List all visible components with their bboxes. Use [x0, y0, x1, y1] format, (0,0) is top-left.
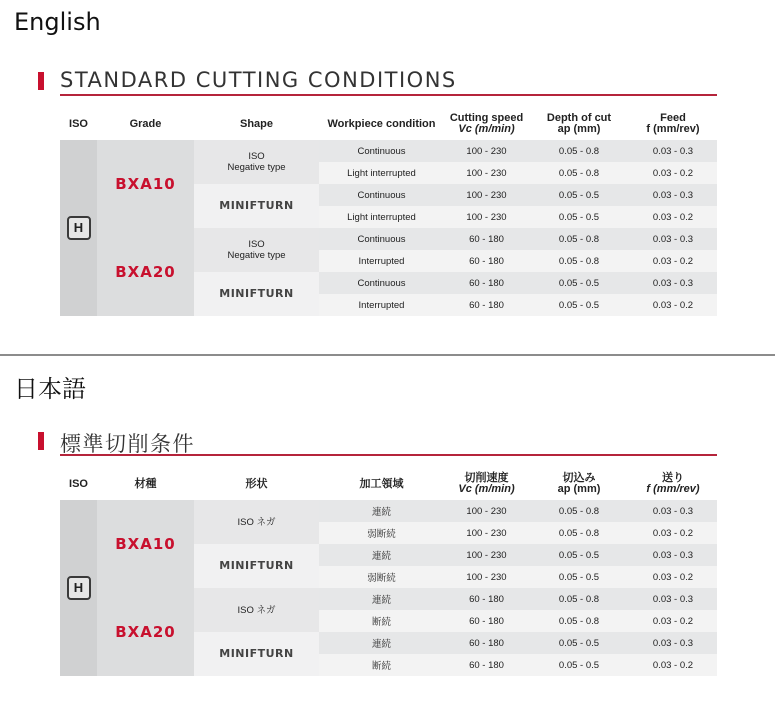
shape-cell-iso	[194, 588, 319, 632]
cutting-speed: 60 - 180	[444, 610, 529, 632]
iso-h-label: H	[73, 220, 84, 235]
grade-logo: BXA10	[115, 535, 176, 553]
header-depth-label: 切込み	[562, 472, 596, 484]
feed: 0.03 - 0.3	[629, 184, 717, 206]
header-shape: Shape	[239, 117, 273, 130]
header-row	[60, 108, 717, 140]
iso-h-badge	[67, 216, 91, 240]
feed: 0.03 - 0.3	[629, 228, 717, 250]
workpiece-condition: Continuous	[319, 184, 444, 206]
feed: 0.03 - 0.3	[629, 544, 717, 566]
header-feed-unit: f (mm/rev)	[646, 483, 700, 495]
grade-cell	[97, 140, 194, 228]
feed: 0.03 - 0.3	[629, 140, 717, 162]
header-speed-label: 切削速度	[464, 472, 509, 484]
header-feed-label: Feed	[660, 112, 686, 124]
table-row	[60, 588, 717, 610]
header-speed-unit: Vc (m/min)	[458, 483, 515, 495]
grade-cell	[97, 228, 194, 316]
feed: 0.03 - 0.2	[629, 610, 717, 632]
workpiece-condition: 連続	[319, 588, 444, 610]
workpiece-condition: Continuous	[319, 272, 444, 294]
workpiece-condition: 連続	[319, 500, 444, 522]
cutting-speed: 60 - 180	[444, 654, 529, 676]
depth-of-cut: 0.05 - 0.8	[529, 610, 629, 632]
grade-cell	[97, 588, 194, 676]
shape-cell-miniturn	[194, 632, 319, 676]
table-row	[60, 228, 717, 250]
shape-cell-iso	[194, 140, 319, 184]
feed: 0.03 - 0.3	[629, 272, 717, 294]
miniturn-logo: MINIFTURN	[219, 287, 294, 300]
header-iso: ISO	[69, 477, 88, 490]
feed: 0.03 - 0.3	[629, 500, 717, 522]
workpiece-condition: 断続	[319, 654, 444, 676]
depth-of-cut: 0.05 - 0.8	[529, 228, 629, 250]
iso-cell	[60, 140, 97, 316]
section-title-text: STANDARD CUTTING CONDITIONS	[60, 68, 457, 92]
shape-cell-miniturn	[194, 544, 319, 588]
header-feed-label: 送り	[662, 472, 684, 484]
header-depth-unit: ap (mm)	[557, 123, 601, 135]
feed: 0.03 - 0.2	[629, 294, 717, 316]
title-accent-bar	[38, 72, 44, 90]
cutting-speed: 100 - 230	[444, 206, 529, 228]
workpiece-condition: Interrupted	[319, 250, 444, 272]
header-workpiece: 加工領域	[359, 477, 404, 490]
header-speed	[444, 468, 529, 500]
feed: 0.03 - 0.2	[629, 654, 717, 676]
depth-of-cut: 0.05 - 0.5	[529, 654, 629, 676]
depth-of-cut: 0.05 - 0.8	[529, 250, 629, 272]
cutting-conditions-table-english	[60, 108, 717, 316]
workpiece-condition: Continuous	[319, 228, 444, 250]
header-grade: 材種	[134, 477, 157, 490]
cutting-speed: 100 - 230	[444, 522, 529, 544]
feed: 0.03 - 0.3	[629, 588, 717, 610]
header-feed	[629, 468, 717, 500]
cutting-speed: 100 - 230	[444, 566, 529, 588]
shape-cell-iso	[194, 500, 319, 544]
depth-of-cut: 0.05 - 0.5	[529, 206, 629, 228]
header-depth	[529, 468, 629, 500]
grade-logo: BXA20	[115, 263, 176, 281]
cutting-speed: 60 - 180	[444, 272, 529, 294]
header-iso: ISO	[69, 117, 88, 130]
workpiece-condition: 弱断続	[319, 566, 444, 588]
header-depth	[529, 108, 629, 140]
cutting-speed: 60 - 180	[444, 294, 529, 316]
cutting-speed: 100 - 230	[444, 162, 529, 184]
shape-iso-line1: ISO ネガ	[237, 604, 276, 616]
shape-cell-miniturn	[194, 184, 319, 228]
title-accent-bar	[38, 432, 44, 450]
language-label-english: English	[14, 8, 101, 36]
header-speed-label: Cutting speed	[449, 112, 524, 124]
depth-of-cut: 0.05 - 0.5	[529, 544, 629, 566]
depth-of-cut: 0.05 - 0.5	[529, 184, 629, 206]
title-underline	[60, 94, 717, 96]
cutting-speed: 60 - 180	[444, 250, 529, 272]
depth-of-cut: 0.05 - 0.5	[529, 632, 629, 654]
shape-iso-line1: ISO ネガ	[237, 516, 276, 528]
language-label-japanese: 日本語	[14, 375, 86, 403]
cutting-conditions-table-japanese	[60, 468, 717, 676]
grade-logo: BXA20	[115, 623, 176, 641]
workpiece-condition: 連続	[319, 544, 444, 566]
workpiece-condition: Light interrupted	[319, 162, 444, 184]
header-speed-unit: Vc (m/min)	[458, 123, 515, 135]
workpiece-condition: Interrupted	[319, 294, 444, 316]
header-workpiece: Workpiece condition	[327, 117, 436, 130]
table-row	[60, 500, 717, 522]
depth-of-cut: 0.05 - 0.5	[529, 566, 629, 588]
cutting-speed: 60 - 180	[444, 588, 529, 610]
shape-iso-line2: Negative type	[227, 250, 286, 261]
section-divider	[0, 354, 775, 356]
feed: 0.03 - 0.2	[629, 250, 717, 272]
cutting-speed: 60 - 180	[444, 632, 529, 654]
workpiece-condition: 弱断続	[319, 522, 444, 544]
table-row	[60, 140, 717, 162]
title-underline	[60, 454, 717, 456]
cutting-speed: 100 - 230	[444, 500, 529, 522]
depth-of-cut: 0.05 - 0.8	[529, 522, 629, 544]
feed: 0.03 - 0.2	[629, 206, 717, 228]
workpiece-condition: Light interrupted	[319, 206, 444, 228]
shape-iso-line1: ISO	[248, 151, 265, 162]
cutting-speed: 100 - 230	[444, 184, 529, 206]
header-feed-unit: f (mm/rev)	[646, 123, 700, 135]
depth-of-cut: 0.05 - 0.8	[529, 588, 629, 610]
header-speed	[444, 108, 529, 140]
workpiece-condition: 断続	[319, 610, 444, 632]
section-title-text: 標準切削条件	[60, 432, 195, 456]
header-row	[60, 468, 717, 500]
header-grade: Grade	[129, 117, 162, 130]
miniturn-logo: MINIFTURN	[219, 647, 294, 660]
grade-logo: BXA10	[115, 175, 176, 193]
cutting-speed: 100 - 230	[444, 544, 529, 566]
shape-iso-line2: Negative type	[227, 162, 286, 173]
header-depth-unit: ap (mm)	[557, 483, 601, 495]
header-feed	[629, 108, 717, 140]
miniturn-logo: MINIFTURN	[219, 199, 294, 212]
miniturn-logo: MINIFTURN	[219, 559, 294, 572]
grade-cell	[97, 500, 194, 588]
workpiece-condition: Continuous	[319, 140, 444, 162]
header-shape: 形状	[245, 477, 268, 490]
shape-iso-line1: ISO	[248, 239, 265, 250]
feed: 0.03 - 0.3	[629, 632, 717, 654]
cutting-speed: 100 - 230	[444, 140, 529, 162]
shape-cell-miniturn	[194, 272, 319, 316]
cutting-speed: 60 - 180	[444, 228, 529, 250]
feed: 0.03 - 0.2	[629, 162, 717, 184]
shape-cell-iso	[194, 228, 319, 272]
depth-of-cut: 0.05 - 0.5	[529, 272, 629, 294]
depth-of-cut: 0.05 - 0.8	[529, 140, 629, 162]
depth-of-cut: 0.05 - 0.8	[529, 162, 629, 184]
iso-h-label: H	[73, 580, 84, 595]
iso-h-badge	[67, 576, 91, 600]
iso-cell	[60, 500, 97, 676]
feed: 0.03 - 0.2	[629, 566, 717, 588]
depth-of-cut: 0.05 - 0.5	[529, 294, 629, 316]
feed: 0.03 - 0.2	[629, 522, 717, 544]
workpiece-condition: 連続	[319, 632, 444, 654]
header-depth-label: Depth of cut	[546, 112, 612, 124]
depth-of-cut: 0.05 - 0.8	[529, 500, 629, 522]
